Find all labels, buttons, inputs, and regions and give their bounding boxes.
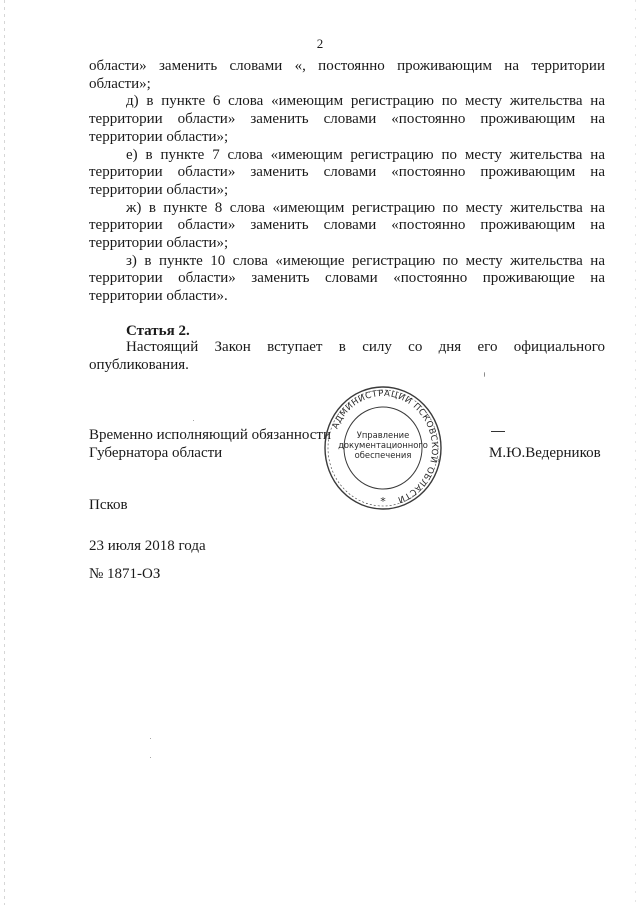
signatory-position-line2: Губернатора области <box>89 444 223 461</box>
scan-edge-left <box>4 0 5 905</box>
signatory-name: М.Ю.Ведерников <box>489 445 601 461</box>
scan-edge-right <box>635 0 636 905</box>
page-number: 2 <box>316 36 324 51</box>
seal-inner-line2: документационного <box>338 440 428 450</box>
seal-outer-text: АДМИНИСТРАЦИИ ПСКОВСКОЙ ОБЛАСТИ <box>330 388 440 505</box>
signatory-position-line1: Временно исполняющий обязанности <box>89 427 332 443</box>
paragraph-item-z: з) в пункте 10 слова «имеющие регистрацию по месту жительства на территории области» заменить словами «постоянно проживающие на территории области». <box>89 252 605 305</box>
seal-inner-line3: обеспечения <box>354 450 412 460</box>
place-of-signing: Псков <box>89 497 128 513</box>
law-number: № 1871-ОЗ <box>89 566 161 582</box>
article-2-text: Настоящий Закон вступает в силу со дня его официального опубликования. <box>89 339 605 373</box>
amendments-text <box>89 58 605 306</box>
paragraph-item-e: е) в пункте 7 слова «имеющим регистрацию по месту жительства на территории области» заменить словами «постоянно проживающим на территории области»; <box>89 146 605 198</box>
paragraph-continuation: области» заменить словами «, постоянно проживающим на территории области»; <box>89 58 605 92</box>
seal-graphic <box>323 385 443 511</box>
paragraph-item-d: д) в пункте 6 слова «имеющим регистрацию по месту жительства на территории области» заменить словами «постоянно проживающим на территории области»; <box>89 93 605 145</box>
official-seal <box>323 385 443 511</box>
signatory-position <box>89 427 331 462</box>
seal-inner-line1: Управление <box>356 430 410 440</box>
paragraph-item-zh: ж) в пункте 8 слова «имеющим регистрацию по месту жительства на территории области» заменить словами «постоянно проживающим на территории области»; <box>89 199 605 252</box>
article-2-title: Статья 2. <box>126 323 190 339</box>
signing-date: 23 июля 2018 года <box>89 538 206 554</box>
signature-mark <box>491 431 505 432</box>
seal-star: * <box>380 495 386 508</box>
